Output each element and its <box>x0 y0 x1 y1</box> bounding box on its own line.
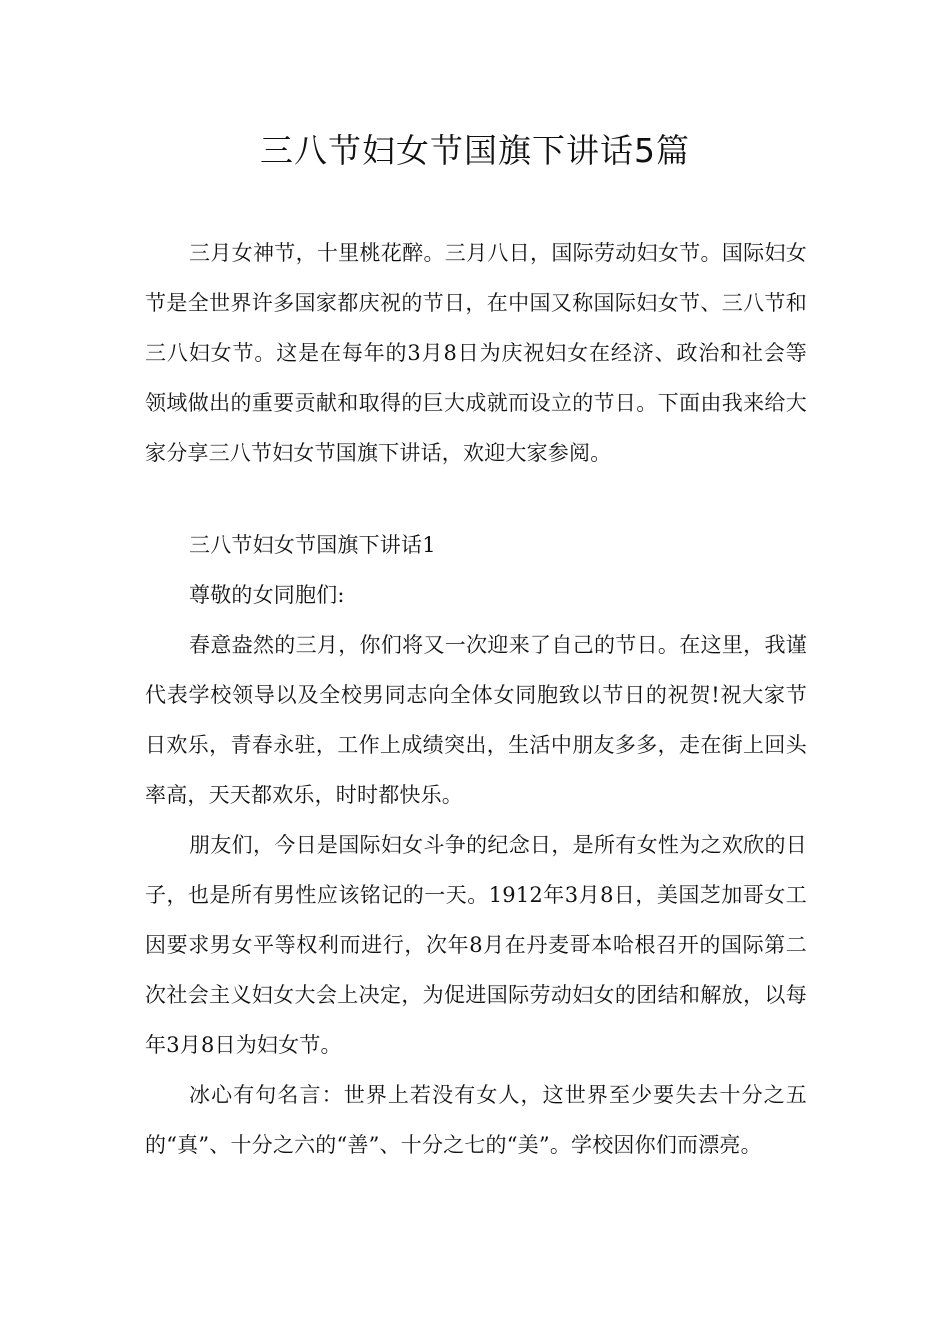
body-paragraph-1: 春意盎然的三月，你们将又一次迎来了自己的节日。在这里，我谨代表学校领导以及全校男同志向全体女同胞致以节日的祝贺!祝大家节日欢乐，青春永驻，工作上成绩突出，生活中朋友多多，走在街上回头率高，天天都欢乐，时时都快乐。 <box>145 633 807 807</box>
document-body <box>145 228 807 1170</box>
paragraph-spacer <box>145 478 807 520</box>
intro-paragraph: 三月女神节，十里桃花醉。三月八日，国际劳动妇女节。国际妇女节是全世界许多国家都庆祝的节日，在中国又称国际妇女节、三八节和三八妇女节。这是在每年的3月8日为庆祝妇女在经济、政治和社会等领域做出的重要贡献和取得的巨大成就而设立的节日。下面由我来给大家分享三八节妇女节国旗下讲话，欢迎大家参阅。 <box>145 241 807 465</box>
salutation: 尊敬的女同胞们: <box>189 583 345 607</box>
body-paragraph-3: 冰心有句名言：世界上若没有女人，这世界至少要失去十分之五的“真”、十分之六的“善”、十分之七的“美”。学校因你们而漂亮。 <box>145 1083 807 1157</box>
section-heading: 三八节妇女节国旗下讲话1 <box>189 533 436 557</box>
body-paragraph-2: 朋友们，今日是国际妇女斗争的纪念日，是所有女性为之欢欣的日子，也是所有男性应该铭记的一天。1912年3月8日，美国芝加哥女工因要求男女平等权利而进行，次年8月在丹麦哥本哈根召开的国际第二次社会主义妇女大会上决定，为促进国际劳动妇女的团结和解放，以每年3月8日为妇女节。 <box>145 833 807 1057</box>
document-title: 三八节妇女节国旗下讲话5篇 <box>260 131 690 170</box>
